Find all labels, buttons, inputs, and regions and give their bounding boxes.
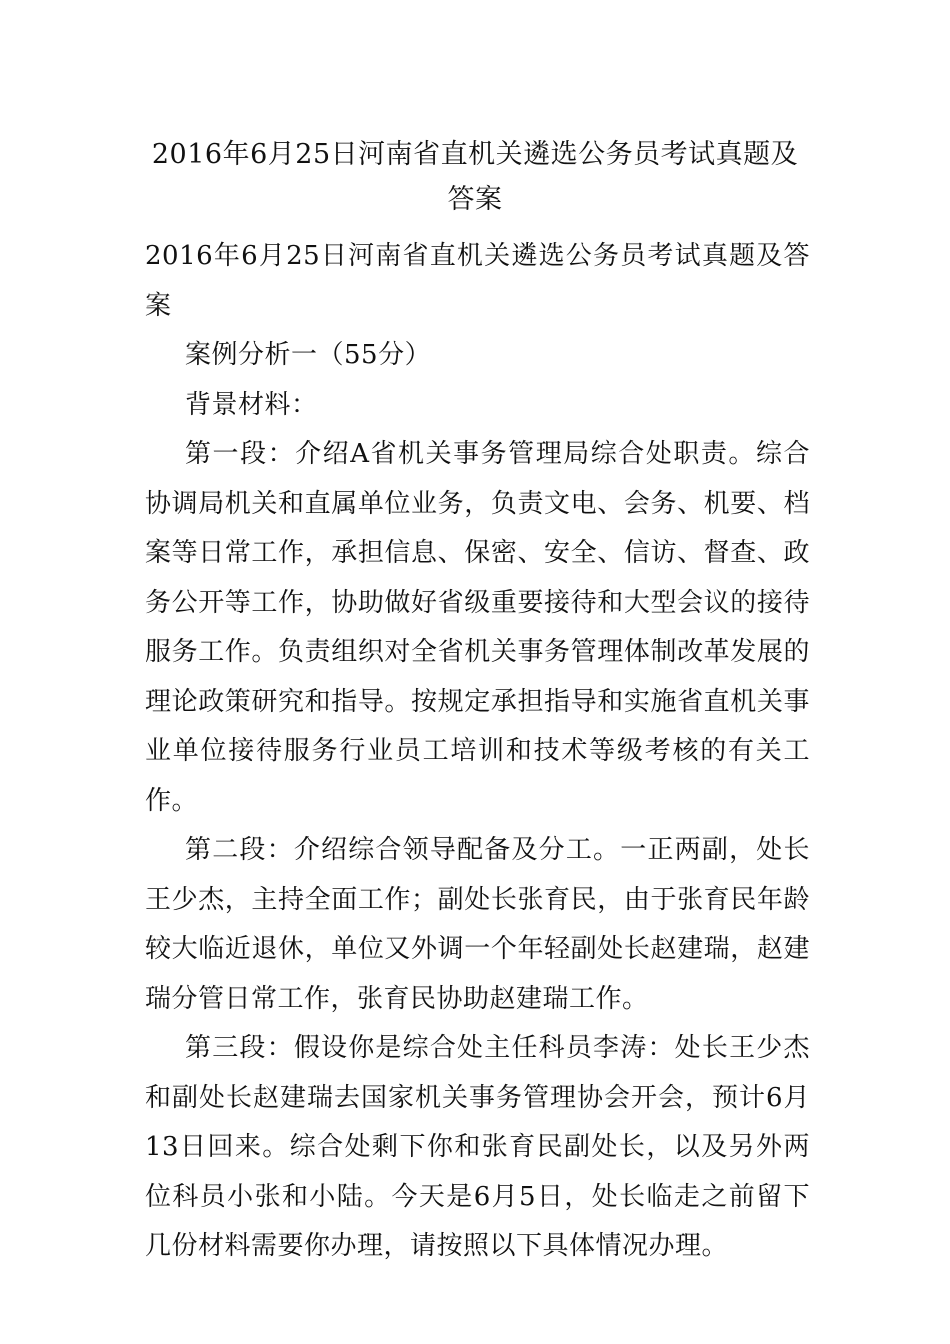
paragraph-2: 第二段：介绍综合领导配备及分工。一正两副，处长王少杰，主持全面工作；副处长张育民，由于张育民年龄较大临近退休，单位又外调一个年轻副处长赵建瑞，赵建瑞分管日常工作，张育民协助赵建瑞工作。 <box>145 835 810 1014</box>
paragraph-1: 第一段：介绍A省机关事务管理局综合处职责。综合协调局机关和直属单位业务，负责文电、会务、机要、档案等日常工作，承担信息、保密、安全、信访、督查、政务公开等工作，协助做好省级重要接待和大型会议的接待服务工作。负责组织对全省机关事务管理体制改革发展的理论政策研究和指导。按规定承担指导和实施省直机关事业单位接待服务行业员工培训和技术等级考核的有关工作。 <box>145 439 810 816</box>
document-subtitle: 2016年6月25日河南省直机关遴选公务员考试真题及答案 <box>145 241 810 321</box>
document-title: 2016年6月25日河南省直机关遴选公务员考试真题及答案 <box>151 139 799 215</box>
paragraph-3: 第三段：假设你是综合处主任科员李涛：处长王少杰和副处长赵建瑞去国家机关事务管理协会开会，预计6月13日回来。综合处剩下你和张育民副处长，以及另外两位科员小张和小陆。今天是6月5日，处长临走之前留下几份材料需要你办理，请按照以下具体情况办理。 <box>145 1033 810 1261</box>
background-label: 背景材料： <box>185 389 318 420</box>
section-heading: 案例分析一（55分） <box>185 340 432 370</box>
document-body <box>145 232 810 1272</box>
